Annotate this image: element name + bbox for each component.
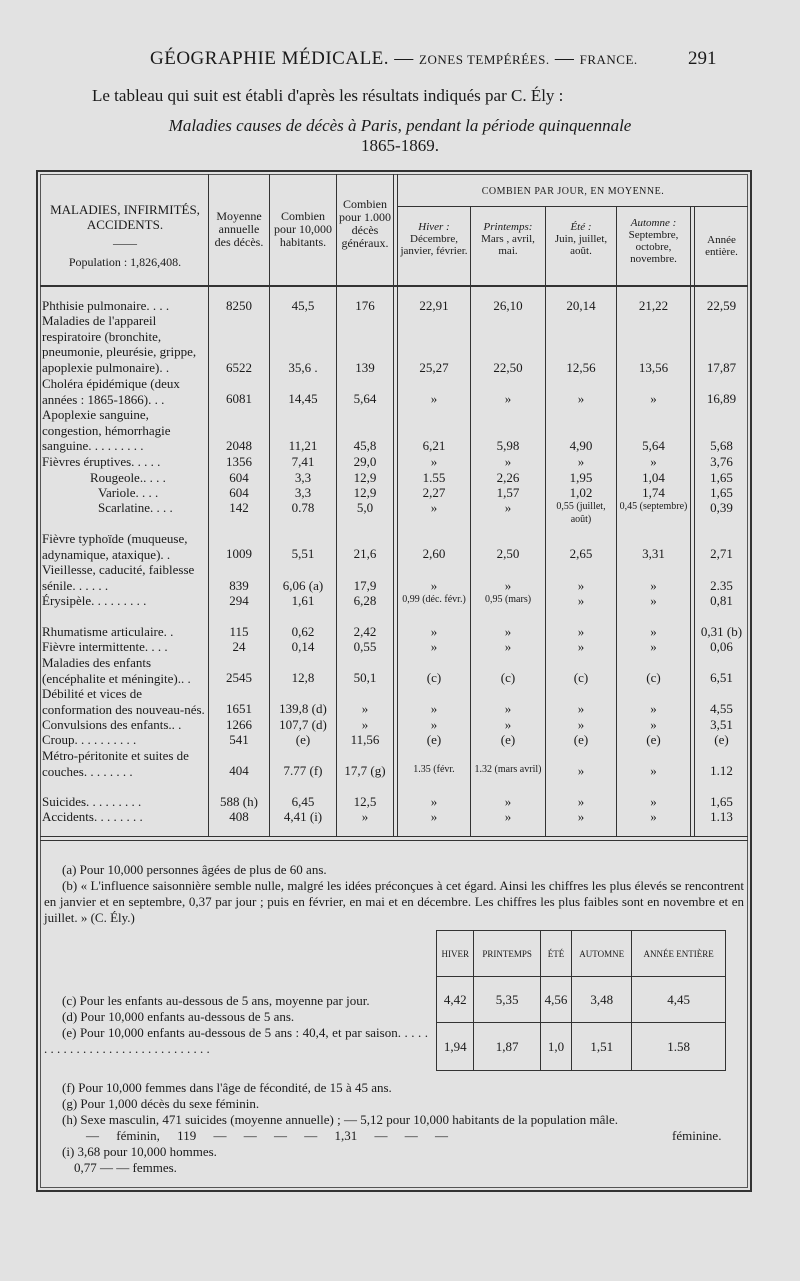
table-cell-annee: 6,51 — [710, 670, 733, 685]
table-cell-aut: » — [650, 454, 657, 469]
table-cell-ete: » — [577, 593, 585, 608]
row-label: Maladies des enfants (encéphalite et méningite).. . — [42, 655, 191, 686]
table-cell-print: (c) — [500, 670, 516, 685]
table-cell-print: » — [504, 717, 512, 732]
table-cell-hiver: » — [430, 500, 438, 515]
table-cell-c1000: 21,6 — [353, 546, 377, 561]
table-cell-c1000: » — [361, 809, 369, 824]
summary-cell: 1,87 — [474, 1023, 540, 1071]
row-label: Accidents. . . . . . . . — [42, 809, 143, 824]
table-cell-hiver: » — [430, 578, 438, 593]
table-cell-moy: 604 — [229, 470, 249, 485]
table-cell-annee: 0,39 — [710, 500, 733, 515]
table-cell-aut: » — [650, 763, 657, 778]
header-country: FRANCE. — [579, 52, 638, 67]
table-cell-c10000: 107,7 (d) — [279, 717, 327, 732]
note-d: (d) Pour 10,000 enfants au-dessous de 5 ans. — [62, 1009, 295, 1024]
header-sep: — — [554, 48, 575, 69]
row-label: Suicides. . . . . . . . . — [42, 794, 142, 809]
row-label: Phthisie pulmonaire. . . . — [42, 298, 170, 313]
table-cell-c1000: 29,0 — [353, 454, 377, 469]
season-hiver — [398, 221, 470, 257]
table-cell-ete: » — [577, 454, 585, 469]
table-cell-ete: 0,55 (juillet, août) — [556, 501, 606, 525]
table-cell-annee: 1.12 — [710, 763, 733, 778]
table-cell-moy: 588 (h) — [220, 794, 258, 809]
season-ete-months: Juin, juillet, août. — [554, 233, 608, 257]
season-automne-title: Automne : — [630, 217, 677, 229]
table-cell-print: » — [504, 500, 512, 515]
table-cell-c10000: 139,8 (d) — [279, 701, 327, 716]
table-cell-aut: » — [650, 794, 657, 809]
season-automne-months: Septembre, octobre, novembre. — [628, 229, 679, 265]
table-cell-c10000: 35,6 . — [288, 360, 318, 375]
row-label: Vieillesse, caducité, faiblesse sénile. . . . . . — [42, 562, 195, 593]
note-c: (c) Pour les enfants au-dessous de 5 ans, moyenne par jour. — [62, 993, 370, 1008]
table-cell-ete: (c) — [573, 670, 589, 685]
table-cell-aut: 1,74 — [642, 485, 665, 500]
table-cell-aut: » — [650, 717, 657, 732]
row-label: Fièvre typhoïde (muqueuse, adynamique, ataxique). . — [42, 531, 188, 562]
table-cell-annee: 4,55 — [710, 701, 733, 716]
table-cell-c1000: 5,64 — [353, 391, 377, 406]
table-cell-hiver: 1.35 (févr. — [413, 764, 455, 775]
summary-cell: 4,42 — [437, 977, 474, 1023]
table-cell-hiver: 0,99 (déc. févr.) — [402, 594, 466, 605]
table-cell-hiver: (c) — [426, 670, 442, 685]
note-h-feminin: — féminin, 119 — — — — 1,31 — — — — [86, 1128, 448, 1143]
table-cell-moy: 839 — [229, 578, 249, 593]
table-cell-c1000: 50,1 — [353, 670, 377, 685]
table-cell-c10000: 3,3 — [294, 470, 312, 485]
col-divider — [393, 174, 394, 836]
table-cell-print: (e) — [500, 732, 516, 747]
table-cell-ete: 12,56 — [566, 360, 596, 375]
row-label: Rhumatisme articulaire. . — [42, 624, 174, 639]
row-label: Apoplexie sanguine, congestion, hémorrhagie sanguine. . . . . . . . . — [42, 407, 171, 453]
table-cell-ete: » — [577, 391, 585, 406]
summary-header: ÉTÉ — [540, 931, 571, 977]
table-cell-c10000: 14,45 — [288, 391, 318, 406]
table-cell-c10000: 45,5 — [291, 298, 315, 313]
row-label: Convulsions des enfants.. . — [42, 717, 182, 732]
table-cell-annee: 1.13 — [710, 809, 733, 824]
table-cell-c1000: 2,42 — [353, 624, 377, 639]
table-cell-aut: 13,56 — [638, 360, 669, 375]
header-zones: ZONES TEMPÉRÉES. — [419, 52, 550, 67]
table-cell-aut: 3,31 — [642, 546, 665, 561]
table-cell-hiver: 6,21 — [422, 438, 446, 453]
table-cell-annee: 1,65 — [710, 470, 733, 485]
table-cell-hiver: » — [430, 391, 438, 406]
table-cell-aut: (c) — [646, 670, 661, 685]
row-label: Érysipèle. . . . . . . . . — [42, 593, 147, 608]
table-cell-c10000: 3,3 — [294, 485, 312, 500]
summary-header: ANNÉE ENTIÈRE — [632, 931, 726, 977]
table-cell-annee: 3,76 — [710, 454, 733, 469]
summary-cell: 1,94 — [437, 1023, 474, 1071]
table-cell-moy: 24 — [232, 639, 246, 654]
season-hiver-months: Décembre, janvier, février. — [400, 233, 468, 257]
row-label: Rougeole.. . . . — [90, 470, 166, 485]
table-cell-aut: 21,22 — [638, 298, 669, 313]
table-cell-hiver: 2,27 — [422, 485, 446, 500]
table-cell-ete: 1,95 — [569, 470, 593, 485]
table-cell-c1000: 17,9 — [353, 578, 377, 593]
table-cell-ete: » — [577, 763, 585, 778]
caption-line1: Maladies causes de décès à Paris, pendant la période quinquennale — [168, 116, 632, 135]
summary-cell: 1.58 — [632, 1023, 726, 1071]
summary-cell: 4,56 — [540, 977, 571, 1023]
table-cell-hiver: » — [430, 624, 438, 639]
table-cell-annee: 3,51 — [710, 717, 733, 732]
table-cell-c10000: 5,51 — [291, 546, 315, 561]
table-cell-print: » — [504, 454, 512, 469]
table-cell-moy: 1356 — [226, 454, 252, 469]
col-header-maladies: MALADIES, INFIRMITÉS, ACCIDENTS. — [50, 202, 200, 232]
table-cell-aut: » — [650, 593, 657, 608]
table-cell-aut: 5,64 — [642, 438, 665, 453]
table-cell-print: » — [504, 639, 512, 654]
table-cell-hiver: » — [430, 809, 438, 824]
note-f: (f) Pour 10,000 femmes dans l'âge de fécondité, de 15 à 45 ans. — [62, 1080, 392, 1095]
note-b: (b) « L'influence saisonnière semble nulle, malgré les idées préconçues à cet égard. Ainsi les chiffres les plus élevés se rencontrent en janvier et en septembre, 0,37 par jour ; puis en février, en mai et en décembre. Les chiffres les plus faibles sont en novembre et en juillet. » (C. Ély.) — [44, 878, 744, 925]
table-cell-print: 5,98 — [496, 438, 520, 453]
col-header-combien-1000: Combien pour 1.000 décès généraux. — [339, 197, 391, 250]
table-cell-aut: 1,04 — [642, 470, 665, 485]
table-cell-print: 1.32 (mars avril) — [474, 764, 542, 775]
table-cell-ete: 20,14 — [566, 298, 596, 313]
row-label: Métro-péritonite et suites de couches. . . . . . . . — [42, 748, 189, 779]
table-cell-aut: » — [650, 578, 657, 593]
row-label: Scarlatine. . . . — [98, 500, 173, 515]
row-label: Fièvre intermittente. . . . — [42, 639, 168, 654]
season-printemps-months: Mars , avril, mai. — [481, 233, 535, 257]
table-cell-print: 22,50 — [493, 360, 523, 375]
col-header-combien-10000: Combien pour 10,000 habitants. — [274, 209, 332, 249]
table-cell-c10000: 0.78 — [291, 500, 315, 515]
table-cell-c1000: 45,8 — [353, 438, 377, 453]
table-cell-aut: » — [650, 391, 657, 406]
summary-header: HIVER — [437, 931, 474, 977]
note-g: (g) Pour 1,000 décès du sexe féminin. — [62, 1096, 260, 1111]
table-cell-c10000: (e) — [295, 732, 311, 747]
table-cell-moy: 2048 — [226, 438, 252, 453]
table-cell-c1000: 17,7 (g) — [344, 763, 386, 778]
table-cell-c1000: 5,0 — [356, 500, 374, 515]
table-cell-c10000: 0,14 — [291, 639, 315, 654]
table-cell-c10000: 0,62 — [291, 624, 315, 639]
table-cell-annee: 17,87 — [706, 360, 737, 375]
table-cell-c1000: 12,9 — [353, 485, 377, 500]
table-cell-c10000: 11,21 — [288, 438, 318, 453]
table-cell-ete: 4,90 — [569, 438, 593, 453]
row-label: Choléra épidémique (deux années : 1865-1866). . . — [42, 376, 180, 407]
table-cell-c1000: 11,56 — [350, 732, 380, 747]
summary-cell: 5,35 — [474, 977, 540, 1023]
table-cell-c1000: 176 — [355, 298, 375, 313]
table-cell-moy: 1266 — [226, 717, 252, 732]
note-e: (e) Pour 10,000 enfants au-dessous de 5 ans : 40,4, et par saison. . . . . . . . . . . . . . . . . . . . . . . . . . . . . . . — [44, 1025, 428, 1056]
table-cell-aut: (e) — [646, 732, 661, 747]
table-cell-aut: » — [650, 624, 657, 639]
season-ete-title: Été : — [570, 221, 592, 233]
table-cell-print: 26,10 — [493, 298, 523, 313]
table-cell-c10000: 7,41 — [291, 454, 315, 469]
table-cell-c1000: 0,55 — [353, 639, 377, 654]
intro-text: Le tableau qui suit est établi d'après les résultats indiqués par C. Ély : — [92, 86, 564, 105]
table-cell-moy: 142 — [229, 500, 249, 515]
table-cell-ete: » — [577, 624, 585, 639]
table-cell-ete: » — [577, 794, 585, 809]
table-cell-moy: 6081 — [226, 391, 252, 406]
table-cell-hiver: » — [430, 454, 438, 469]
table-cell-annee: 0,31 (b) — [700, 624, 743, 639]
table-cell-moy: 604 — [229, 485, 249, 500]
population-label: Population : 1,826,408. — [68, 255, 182, 269]
table-cell-c1000: » — [361, 701, 369, 716]
table-cell-print: 0,95 (mars) — [484, 594, 532, 605]
table-cell-aut: » — [650, 809, 657, 824]
header-bottom-rule — [40, 285, 748, 287]
note-i-femmes: 0,77 — — femmes. — [74, 1160, 177, 1175]
col-header-dash: —— — [113, 236, 137, 250]
table-cell-annee: 5,68 — [710, 438, 733, 453]
row-label: Débilité et vices de conformation des nouveau-nés. — [42, 686, 205, 717]
table-cell-moy: 115 — [229, 624, 249, 639]
table-cell-ete: (e) — [573, 732, 589, 747]
table-cell-moy: 1009 — [226, 546, 252, 561]
table-cell-annee: (e) — [714, 732, 729, 747]
table-cell-annee: 1,65 — [710, 794, 733, 809]
table-cell-annee: 2.35 — [710, 578, 733, 593]
table-cell-aut: » — [650, 639, 657, 654]
table-cell-c1000: 12,9 — [353, 470, 377, 485]
table-cell-print: 1,57 — [496, 485, 520, 500]
summary-header: AUTOMNE — [572, 931, 632, 977]
summary-cell: 4,45 — [632, 977, 726, 1023]
table-cell-hiver: (e) — [426, 732, 442, 747]
table-cell-hiver: » — [430, 639, 438, 654]
table-bottom-rule — [40, 836, 748, 837]
table-cell-aut: 0,45 (septembre) — [619, 501, 688, 512]
table-cell-moy: 408 — [229, 809, 249, 824]
note-i: (i) 3,68 pour 10,000 hommes. — [62, 1144, 217, 1159]
table-cell-ete: 2,65 — [569, 546, 593, 561]
note-a: (a) Pour 10,000 personnes âgées de plus de 60 ans. — [62, 862, 327, 877]
summary-cell: 1,0 — [540, 1023, 571, 1071]
row-label: Maladies de l'appareil respiratoire (bronchite, pneumonie, pleurésie, grippe, apoplexie pulmonaire). . — [42, 313, 197, 375]
table-cell-print: » — [504, 701, 512, 716]
table-cell-print: » — [504, 794, 512, 809]
season-summary-table — [436, 930, 726, 1071]
table-cell-c10000: 6,45 — [291, 794, 315, 809]
col-divider — [208, 174, 209, 836]
season-printemps — [471, 221, 545, 257]
table-cell-c10000: 6,06 (a) — [282, 578, 324, 593]
table-cell-ete: » — [577, 578, 585, 593]
table-cell-c10000: 7.77 (f) — [283, 763, 323, 778]
summary-cell: 1,51 — [572, 1023, 632, 1071]
table-cell-moy: 8250 — [226, 298, 252, 313]
table-cell-ete: » — [577, 717, 585, 732]
header-rule — [397, 206, 748, 207]
row-label: Fièvres éruptives. . . . . — [42, 454, 161, 469]
table-cell-moy: 404 — [229, 763, 249, 778]
table-cell-ete: 1,02 — [569, 485, 593, 500]
table-cell-c1000: 12,5 — [353, 794, 377, 809]
table-cell-c10000: 1,61 — [291, 593, 315, 608]
table-cell-print: 2,26 — [496, 470, 520, 485]
season-ete — [546, 221, 616, 257]
table-cell-hiver: 25,27 — [419, 360, 449, 375]
page-number: 291 — [688, 48, 717, 69]
table-cell-print: 2,50 — [496, 546, 520, 561]
table-cell-hiver: » — [430, 717, 438, 732]
summary-cell: 3,48 — [572, 977, 632, 1023]
table-cell-print: » — [504, 391, 512, 406]
caption-line2: 1865-1869. — [361, 136, 439, 155]
table-cell-annee: 0,81 — [710, 593, 733, 608]
col-header-moyenne: Moyenne annuelle des décès. — [214, 209, 264, 249]
table-cell-annee: 2,71 — [710, 546, 733, 561]
row-label: Croup. . . . . . . . . . — [42, 732, 137, 747]
table-cell-moy: 6522 — [226, 360, 252, 375]
table-cell-c1000: 6,28 — [353, 593, 377, 608]
table-caption — [0, 116, 800, 156]
season-hiver-title: Hiver : — [418, 221, 450, 233]
note-h: (h) Sexe masculin, 471 suicides (moyenne annuelle) ; — 5,12 pour 10,000 habitants de la population mâle. — [62, 1112, 618, 1127]
table-cell-annee: 0,06 — [710, 639, 733, 654]
table-cell-ete: » — [577, 639, 585, 654]
note-h-feminine: féminine. — [672, 1128, 722, 1143]
table-cell-moy: 1651 — [226, 701, 252, 716]
table-cell-c1000: » — [361, 717, 369, 732]
header-sep: — — [394, 48, 414, 69]
table-cell-print: » — [504, 809, 512, 824]
table-cell-hiver: 22,91 — [419, 298, 449, 313]
table-cell-print: » — [504, 624, 512, 639]
table-cell-ete: » — [577, 701, 585, 716]
summary-header: PRINTEMPS — [474, 931, 540, 977]
table-cell-c10000: 4,41 (i) — [283, 809, 323, 824]
table-cell-ete: » — [577, 809, 585, 824]
table-cell-annee: 16,89 — [706, 391, 737, 406]
table-cell-moy: 541 — [229, 732, 249, 747]
table-cell-hiver: » — [430, 701, 438, 716]
table-cell-annee: 22,59 — [706, 298, 737, 313]
table-cell-hiver: 1.55 — [422, 470, 446, 485]
table-cell-c1000: 139 — [355, 360, 375, 375]
table-cell-moy: 294 — [229, 593, 249, 608]
table-cell-c10000: 12,8 — [291, 670, 315, 685]
col-group-header: COMBIEN PAR JOUR, EN MOYENNE. — [481, 186, 665, 197]
col-divider — [690, 206, 691, 836]
season-automne — [617, 217, 690, 265]
table-cell-hiver: 2,60 — [422, 546, 446, 561]
row-label: Variole. . . . — [98, 485, 159, 500]
running-header — [150, 48, 638, 70]
season-printemps-title: Printemps: — [483, 221, 533, 233]
table-cell-hiver: » — [430, 794, 438, 809]
table-bottom-rule — [40, 840, 748, 841]
col-header-annee: Année entière. — [705, 234, 738, 258]
table-cell-moy: 2545 — [226, 670, 252, 685]
table-cell-print: » — [504, 578, 512, 593]
table-cell-aut: » — [650, 701, 657, 716]
table-cell-annee: 1,65 — [710, 485, 733, 500]
header-title: GÉOGRAPHIE MÉDICALE. — [150, 48, 390, 69]
